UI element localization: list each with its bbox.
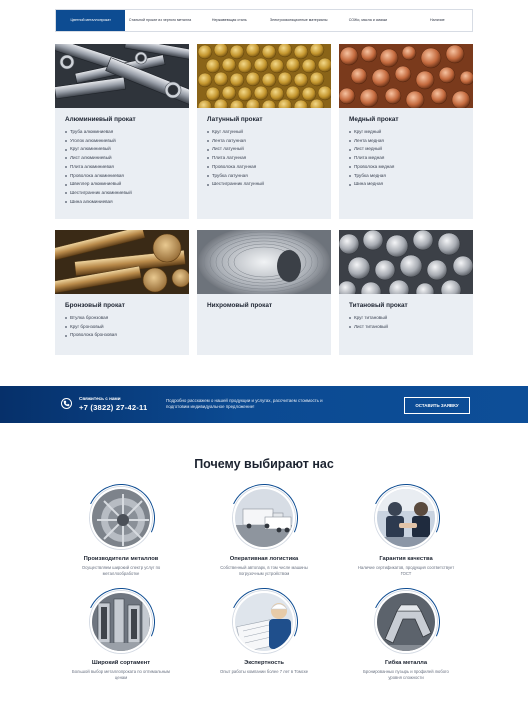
- phone-icon: [61, 398, 72, 409]
- tab-lubricants[interactable]: СОЖи, масла и смазки: [348, 18, 388, 23]
- trucks-photo: [233, 487, 295, 549]
- copper-photo: [339, 44, 473, 108]
- product-link[interactable]: Круг медный: [349, 128, 394, 137]
- product-link[interactable]: Проволока алюминиевая: [65, 172, 132, 181]
- feature-title: Оперативная логистика: [229, 556, 299, 562]
- product-link[interactable]: Проволока латунная: [207, 163, 264, 172]
- card-title: Латунный прокат: [207, 116, 263, 123]
- product-link[interactable]: Проволока бронзовая: [65, 331, 117, 340]
- aluminium-photo: [55, 44, 189, 108]
- product-list: [349, 314, 388, 331]
- feature-title: Гарантия качества: [379, 556, 433, 562]
- product-link[interactable]: Втулка бронзовая: [65, 314, 117, 323]
- brass-photo: [197, 44, 331, 108]
- card-title: Титановый прокат: [349, 302, 408, 309]
- feature-description: Большой выбор металлопроката по оптимальным ценам: [72, 669, 170, 680]
- product-link[interactable]: Лист титановый: [349, 323, 388, 332]
- card-title: Бронзовый прокат: [65, 302, 125, 309]
- tab-in-stock[interactable]: Наличие: [430, 18, 445, 23]
- product-link[interactable]: Шестигранник латунный: [207, 180, 264, 189]
- feature-description: Наличие сертификатов, продукция соответствует ГОСТ: [357, 565, 455, 576]
- nichrome-photo: [197, 230, 331, 294]
- band-description: Подробно расскажем о нашей продукции и услугах, рассчитаем стоимость и подготовим индивидуальное предложение!: [166, 398, 323, 409]
- product-list: [65, 128, 132, 206]
- product-link[interactable]: Лист латунный: [207, 145, 264, 154]
- engineer-photo: [233, 591, 295, 653]
- product-link[interactable]: Плита медная: [349, 154, 394, 163]
- product-link[interactable]: Швеллер алюминиевый: [65, 180, 132, 189]
- product-link[interactable]: Круг бронзовый: [65, 323, 117, 332]
- card-nichrome[interactable]: [197, 230, 331, 355]
- product-link[interactable]: Плита латунная: [207, 154, 264, 163]
- tab-ferrous-steel[interactable]: Стальной прокат из черного металла: [128, 18, 192, 23]
- product-link[interactable]: Лента латунная: [207, 137, 264, 146]
- bronze-photo: [55, 230, 189, 294]
- product-link[interactable]: Лист алюминиевый: [65, 154, 132, 163]
- product-list: [65, 314, 117, 340]
- titanium-photo: [339, 230, 473, 294]
- leave-request-button[interactable]: ОСТАВИТЬ ЗАЯВКУ: [404, 397, 470, 414]
- product-link[interactable]: Круг титановый: [349, 314, 388, 323]
- product-link[interactable]: Проволока медная: [349, 163, 394, 172]
- feature-title: Гибка металла: [384, 660, 428, 666]
- product-list: [207, 128, 264, 189]
- product-list: [349, 128, 394, 189]
- feature-description: Опыт работы компании более 7 лет в Томске: [219, 669, 309, 674]
- feature-description: Осуществляем широкий спектр услуг по металлообработке: [81, 565, 161, 576]
- product-link[interactable]: Плита алюминиевая: [65, 163, 132, 172]
- product-link[interactable]: Круг алюминиевый: [65, 145, 132, 154]
- metal-parts-photo: [90, 487, 152, 549]
- product-link[interactable]: Шина медная: [349, 180, 394, 189]
- product-link[interactable]: Шина алюминиевая: [65, 198, 132, 207]
- product-link[interactable]: Шестигранник алюминиевый: [65, 189, 132, 198]
- tab-non-ferrous[interactable]: Цветной металлопрокат: [56, 10, 125, 31]
- feature-description: Собственный автопарк, в том числе машины погрузочным устройством: [220, 565, 308, 576]
- product-link[interactable]: Трубка медная: [349, 172, 394, 181]
- handshake-photo: [375, 487, 437, 549]
- card-brass[interactable]: [197, 44, 331, 219]
- catalog-grid: [55, 44, 473, 356]
- tab-insulation[interactable]: Электроизоляционные материалы: [269, 18, 328, 23]
- bent-metal-photo: [375, 591, 437, 653]
- card-titanium[interactable]: [339, 230, 473, 355]
- product-link[interactable]: Лента медная: [349, 137, 394, 146]
- product-link[interactable]: Лист медный: [349, 145, 394, 154]
- feature-title: Экспертность: [244, 660, 284, 666]
- tab-stainless[interactable]: Нержавеющая сталь: [211, 18, 247, 23]
- feature-title: Широкий сортамент: [91, 660, 151, 666]
- card-aluminium[interactable]: [55, 44, 189, 219]
- why-section-title: Почему выбирают нас: [194, 457, 334, 471]
- contact-label: Свяжитесь с нами: [79, 396, 121, 401]
- card-title: Алюминиевый прокат: [65, 116, 136, 123]
- feature-title: Производители металлов: [83, 556, 159, 562]
- card-copper[interactable]: [339, 44, 473, 219]
- phone-number[interactable]: +7 (3822) 27-42-11: [79, 403, 148, 412]
- profiles-photo: [90, 591, 152, 653]
- product-link[interactable]: Уголок алюминиевый: [65, 137, 132, 146]
- product-link[interactable]: Труба алюминиевая: [65, 128, 132, 137]
- product-link[interactable]: Трубка латунная: [207, 172, 264, 181]
- category-tabs: [55, 9, 473, 32]
- feature-description: Бронированных пузырь и профилей любого уровня сложности: [363, 669, 449, 680]
- card-bronze[interactable]: [55, 230, 189, 355]
- card-title: Медный прокат: [349, 116, 399, 123]
- card-title: Нихромовый прокат: [207, 302, 273, 309]
- product-link[interactable]: Круг латунный: [207, 128, 264, 137]
